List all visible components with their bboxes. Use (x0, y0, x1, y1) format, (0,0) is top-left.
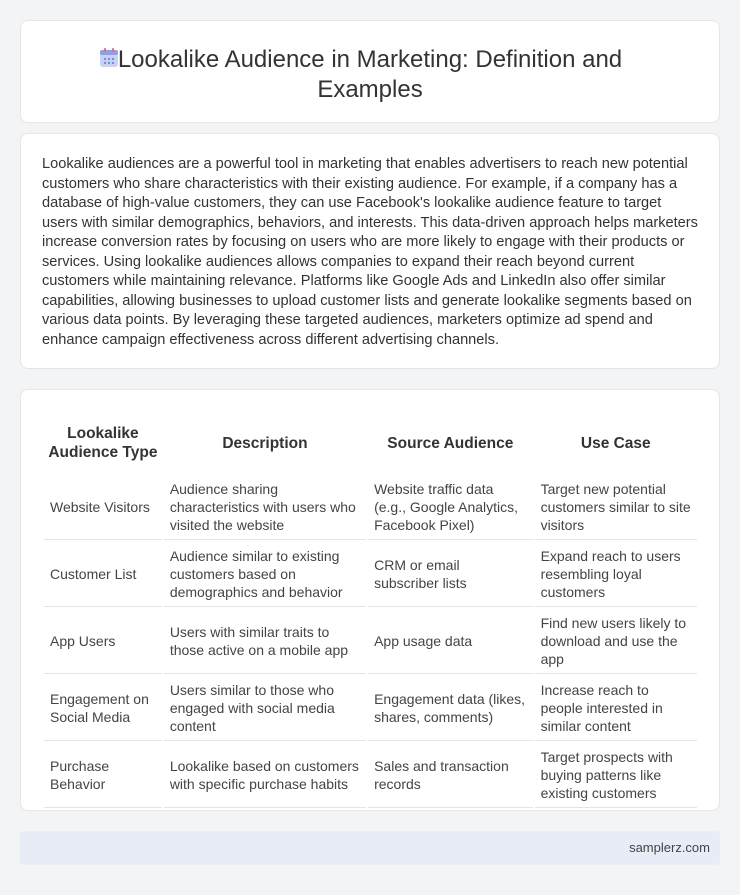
footer-site-link[interactable]: samplerz.com (629, 840, 710, 855)
cell-source: Sales and transaction records (368, 743, 532, 808)
table-row (44, 609, 697, 674)
cell-source: Engagement data (likes, shares, comments) (368, 676, 532, 741)
cell-description: Users with similar traits to those active on a mobile app (164, 609, 366, 674)
column-header-use-case: Use Case (580, 434, 651, 452)
table-row (44, 743, 697, 808)
audience-table (42, 411, 699, 810)
cell-description: Lookalike based on customers with specific purchase habits (164, 743, 366, 808)
cell-description: Audience sharing characteristics with users who visited the website (164, 475, 366, 540)
cell-source: Website traffic data (e.g., Google Analytics, Facebook Pixel) (368, 475, 532, 540)
cell-description: Users similar to those who engaged with social media content (164, 676, 366, 741)
cell-description: Audience similar to existing customers based on demographics and behavior (164, 542, 366, 607)
cell-source: CRM or email subscriber lists (368, 542, 532, 607)
page-title-line-2: Examples (317, 76, 423, 103)
footer-bar (20, 831, 720, 865)
cell-type: Engagement on Social Media (44, 676, 162, 741)
cell-type: Purchase Behavior (44, 743, 162, 808)
page-title-line-1: Lookalike Audience in Marketing: Definition and (117, 46, 623, 73)
intro-card (20, 133, 720, 369)
page-title (21, 45, 719, 105)
intro-paragraph: Lookalike audiences are a powerful tool in marketing that enables advertisers to reach new potential customers who share characteristics with their existing audience. For example, if a company has a database of high-value customers, they can use Facebook's lookalike audience feature to target users with similar demographics, behaviors, and interests. This data-driven approach helps marketers increase conversion rates by focusing on users who are more likely to engage with their products or services. Using lookalike audiences allows companies to expand their reach beyond current customers while maintaining relevance. Platforms like Google Ads and LinkedIn also offer similar capabilities, allowing businesses to upload customer lists and generate lookalike segments based on various data points. By leveraging these targeted audiences, marketers optimize ad spend and enhance campaign effectiveness across different advertising channels. (42, 156, 698, 348)
cell-type: App Users (44, 609, 162, 674)
cell-use-case: Target prospects with buying patterns like existing customers (535, 743, 697, 808)
table-row (44, 676, 697, 741)
title-card (20, 20, 720, 123)
table-row (44, 542, 697, 607)
cell-use-case: Expand reach to users resembling loyal customers (535, 542, 697, 607)
table-row (44, 475, 697, 540)
column-header-source: Source Audience (387, 434, 514, 452)
table-card (20, 389, 720, 811)
cell-source: App usage data (368, 609, 532, 674)
cell-type: Website Visitors (44, 475, 162, 540)
column-header-description: Description (222, 434, 308, 452)
cell-type: Customer List (44, 542, 162, 607)
cell-use-case: Find new users likely to download and use the app (535, 609, 697, 674)
cell-use-case: Target new potential customers similar to site visitors (535, 475, 697, 540)
column-header-type: Lookalike Audience Type (48, 425, 158, 461)
table-header-row (44, 413, 697, 473)
cell-use-case: Increase reach to people interested in similar content (535, 676, 697, 741)
